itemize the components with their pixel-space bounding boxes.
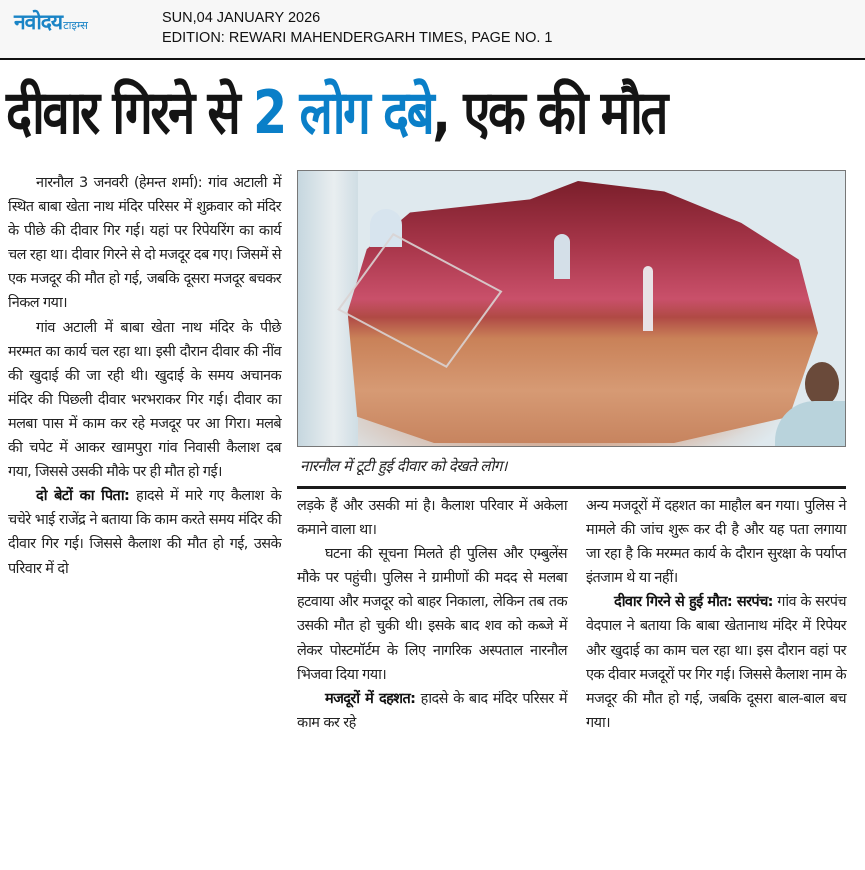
paragraph bbox=[297, 687, 567, 735]
headline-part1: दीवार गिरने से bbox=[6, 78, 254, 148]
article-column-1 bbox=[8, 171, 281, 581]
subhead: मजदूरों में दहशत: bbox=[325, 690, 416, 707]
headline-part2: , एक की मौत bbox=[432, 78, 666, 148]
photo-person-head bbox=[805, 362, 839, 406]
paragraph: अन्य मजदूरों में दहशत का माहौल बन गया। पुलिस ने मामले की जांच शुरू कर दी है और यह पता लगाया जा रहा है कि मरम्मत कार्य के दौरान सुरक्षा के पर्याप्त इंतजाम थे या नहीं। bbox=[586, 498, 846, 587]
article-column-2 bbox=[297, 494, 567, 735]
logo-main-text: नवोदय bbox=[14, 10, 63, 34]
photo-window bbox=[554, 234, 570, 279]
page-headline bbox=[6, 72, 707, 154]
paragraph bbox=[586, 590, 846, 735]
logo-sub-text: टाइम्स bbox=[63, 19, 88, 32]
photo-caption: नारनौल में टूटी हुई दीवार को देखते लोग। bbox=[300, 457, 507, 475]
paragraph: लड़के हैं और उसकी मां है। कैलाश परिवार में अकेला कमाने वाला था। bbox=[297, 498, 567, 539]
paragraph-text: हादसे के बाद मंदिर परिसर में काम कर रहे bbox=[297, 690, 567, 731]
paragraph: गांव अटाली में बाबा खेता नाथ मंदिर के पीछे मरम्मत का कार्य चल रहा था। इसी दौरान दीवार की नींव की खुदाई की जा रही थी। खुदाई के समय अचानक मंदिर की पिछली दीवार भरभराकर गिर गई। दीवार का मलबा पास में काम कर रहे मजदूर पर आ गिरा। मलबे की चपेट में आकर खामपुरा गांव निवासी कैलाश दब गया, जिससे उसकी मौके पर ही मौत हो गई। bbox=[8, 319, 281, 481]
subhead: दो बेटों का पिता: bbox=[36, 488, 130, 505]
paragraph: घटना की सूचना मिलते ही पुलिस और एम्बुलेंस मौके पर पहुंची। पुलिस ने ग्रामीणों की मदद से मलबा हटवाया और मजदूर को बाहर निकाला, लेकिन तब तक उसकी मौत हो चुकी थी। इसके बाद शव को कब्जे में लेकर पोस्टमॉर्टम के लिए नागरिक अस्पताल नारनौल भिजवा दिया गया। bbox=[297, 546, 567, 683]
edition-meta bbox=[162, 8, 552, 48]
paragraph: नारनौल 3 जनवरी (हेमन्त शर्मा): गांव अटाली में स्थित बाबा खेता नाथ मंदिर परिसर में शुक्रवार को मंदिर के पीछे की दीवार गिर गई। यहां पर रिपेयरिंग का कार्य चल रहा था। दीवार गिरने से दो मजदूर दब गए। जिसमें से एक मजदूर की मौत हो गई, जबकि दूसरा मजदूर बचकर निकल गया। bbox=[8, 175, 281, 312]
article-column-3 bbox=[586, 494, 846, 735]
paragraph-text: गांव के सरपंच वेदपाल ने बताया कि बाबा खेतानाथ मंदिर में रिपेयर और खुदाई का काम चल रहा था। इस दौरान वहां पर एक दीवार मजदूरों पर गिर गई। जिससे कैलाश नाम के मजदूर की मौत हो गई, जबकि दूसरा बाल-बाल बच गया। bbox=[586, 594, 847, 731]
newspaper-logo bbox=[14, 9, 88, 33]
news-photo bbox=[297, 170, 846, 447]
masthead bbox=[0, 0, 865, 60]
photo-window bbox=[643, 266, 653, 331]
headline-accent: 2 लोग दबे bbox=[253, 78, 433, 148]
divider-rule bbox=[297, 486, 846, 489]
edition-date: SUN,04 JANUARY 2026 bbox=[162, 10, 321, 26]
paragraph-text: हादसे में मारे गए कैलाश के चचेरे भाई राजेंद्र ने बताया कि काम करते समय मंदिर की दीवार गिर गई। जिससे कैलाश की मौत हो गई, उसके परिवार में दो bbox=[8, 488, 281, 577]
paragraph bbox=[8, 484, 281, 580]
edition-info: EDITION: REWARI MAHENDERGARH TIMES, PAGE NO. 1 bbox=[162, 30, 553, 46]
subhead: दीवार गिरने से हुई मौत: सरपंच: bbox=[614, 594, 773, 611]
